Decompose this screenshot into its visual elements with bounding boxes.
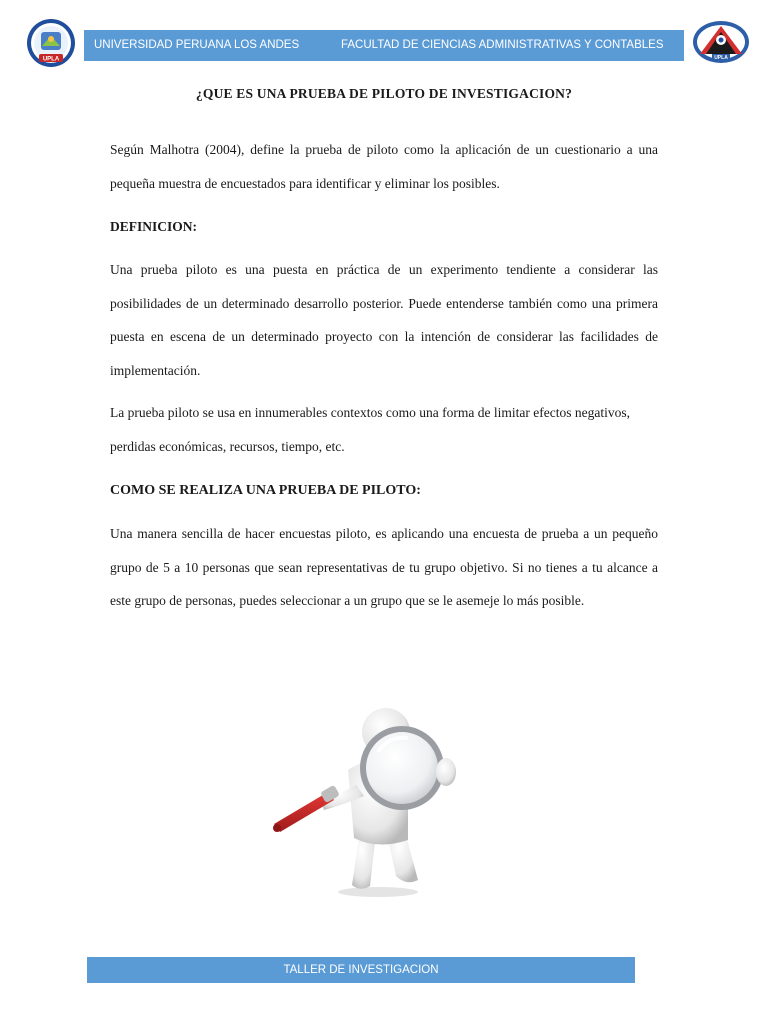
footer-band [87, 957, 635, 983]
document-title: ¿QUE ES UNA PRUEBA DE PILOTO DE INVESTIGACION? [195, 86, 573, 101]
intro-paragraph: Según Malhotra (2004), define la prueba de piloto como la aplicación de un cuestionario a una pequeña muestra de encuestados para identificar y eliminar los posibles. [110, 142, 658, 191]
svg-text:UPLA: UPLA [42, 56, 60, 63]
howto-paragraph: Una manera sencilla de hacer encuestas piloto, es aplicando una encuesta de prueba a un pequeño grupo de 5 a 10 personas que sean representativas de tu grupo objetivo. Si no tienes a tu alcance a este grupo de personas, puedes seleccionar a un grupo que se le asemeje lo más posible. [110, 526, 658, 609]
definition-heading: DEFINICION: [110, 219, 198, 234]
definition-paragraph-1: Una prueba piloto es una puesta en práctica de un experimento tendiente a considerar las posibilidades de un determinado desarrollo posterior. Puede entenderse también como una primera puesta en escena de un determinado proyecto con la intención de considerar las facilidades de implementación. [110, 262, 658, 378]
university-seal-logo [26, 16, 76, 70]
svg-text:UPLA: UPLA [714, 55, 728, 61]
header-university-name: UNIVERSIDAD PERUANA LOS ANDES [94, 39, 300, 51]
person-with-magnifying-glass-illustration [268, 700, 468, 900]
header-faculty-name: FACULTAD DE CIENCIAS ADMINISTRATIVAS Y CONTABLES [341, 39, 664, 51]
faculty-logo [692, 20, 750, 64]
howto-heading: COMO SE REALIZA UNA PRUEBA DE PILOTO: [110, 483, 421, 498]
footer-text: TALLER DE INVESTIGACION [283, 964, 439, 976]
definition-paragraph-2: La prueba piloto se usa en innumerables contextos como una forma de limitar efectos negativos, perdidas económicas, recursos, tiempo, etc. [110, 405, 630, 454]
header-band [84, 30, 684, 61]
